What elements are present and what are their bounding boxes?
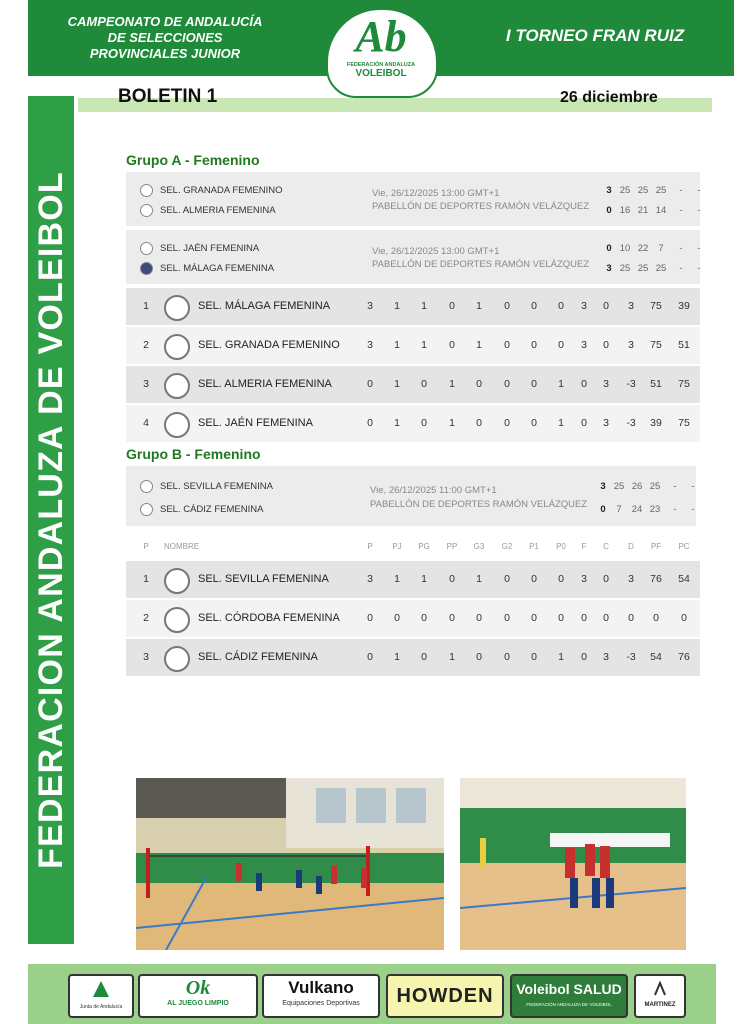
stat-cell: 1	[476, 572, 482, 585]
score-set: 10	[619, 243, 631, 254]
header-col: D	[628, 542, 634, 551]
tournament-title: I TORNEO FRAN RUIZ	[505, 26, 685, 45]
row-position: 4	[143, 416, 149, 429]
header-col: PG	[418, 542, 430, 551]
stat-cell: 0	[531, 572, 537, 585]
stat-cell: 3	[581, 338, 587, 351]
match-team-1: SEL. JAÉN FEMENINA	[160, 243, 260, 254]
stat-cell: -3	[626, 650, 636, 663]
stat-cell: 0	[653, 611, 659, 624]
stat-cell: 0	[603, 338, 609, 351]
score-set: -	[679, 185, 683, 196]
stat-cell: 1	[394, 299, 400, 312]
table-row[interactable]	[126, 561, 700, 598]
stat-cell: 0	[603, 611, 609, 624]
header-col: C	[603, 542, 609, 551]
team-crest-icon	[140, 480, 153, 493]
header-pos: P	[143, 542, 149, 551]
group-a-title: Grupo A - Femenino	[126, 152, 260, 168]
stat-cell: 3	[581, 299, 587, 312]
ok-sub: AL JUEGO LIMPIO	[167, 1000, 229, 1007]
score-sets: 0	[606, 243, 612, 254]
stat-cell: 51	[678, 338, 690, 351]
stat-cell: 75	[650, 338, 662, 351]
header-col: F	[581, 542, 587, 551]
martinez-text: MARTINEZ	[644, 1002, 676, 1008]
score-set: -	[697, 263, 701, 274]
header-col: G3	[473, 542, 485, 551]
score-set: 25	[637, 185, 649, 196]
score-set: 25	[619, 263, 631, 274]
vulkano-sub: Equipaciones Deportivas	[282, 1000, 360, 1007]
match-date: Vie, 26/12/2025 11:00 GMT+1	[370, 485, 497, 496]
vertical-federation-text: FEDERACION ANDALUZA DE VOLEIBOL	[32, 171, 70, 869]
stat-cell: 0	[449, 611, 455, 624]
logo-subtitle: FEDERACIÓN ANDALUZA	[346, 62, 416, 68]
stat-cell: 75	[678, 377, 690, 390]
table-row[interactable]	[126, 405, 700, 442]
score-set: 25	[637, 263, 649, 274]
team-name: SEL. JAÉN FEMENINA	[198, 416, 313, 429]
standings-header	[126, 536, 696, 558]
stat-cell: 0	[531, 611, 537, 624]
stat-cell: 0	[449, 299, 455, 312]
stat-cell: 3	[603, 377, 609, 390]
stat-cell: 0	[476, 416, 482, 429]
team-crest-icon	[140, 184, 153, 197]
stat-cell: 0	[558, 572, 564, 585]
row-position: 1	[143, 299, 149, 312]
stat-cell: 0	[531, 650, 537, 663]
stat-cell: 1	[449, 377, 455, 390]
match-photo-2	[460, 778, 686, 950]
row-position: 2	[143, 611, 149, 624]
stat-cell: 0	[421, 416, 427, 429]
vulkano-logo	[262, 974, 380, 1018]
score-set: -	[691, 481, 695, 492]
score-sets: 3	[606, 185, 612, 196]
score-set: 25	[649, 481, 661, 492]
team-crest-icon	[164, 334, 190, 360]
row-position: 2	[143, 338, 149, 351]
stat-cell: 0	[367, 377, 373, 390]
team-crest-icon	[164, 646, 190, 672]
stat-cell: 0	[504, 416, 510, 429]
ok-main: Ok	[185, 977, 211, 999]
ok-juego-limpio-logo	[138, 974, 258, 1018]
score-sets: 3	[600, 481, 606, 492]
team-name: SEL. SEVILLA FEMENINA	[198, 572, 329, 585]
stat-cell: 0	[531, 416, 537, 429]
score-set: 16	[619, 205, 631, 216]
table-row[interactable]	[126, 366, 700, 403]
score-set: 7	[616, 504, 622, 515]
stat-cell: 3	[367, 338, 373, 351]
score-set: -	[697, 243, 701, 254]
stat-cell: 1	[394, 650, 400, 663]
stat-cell: 0	[504, 572, 510, 585]
stat-cell: 0	[603, 572, 609, 585]
stat-cell: 0	[504, 299, 510, 312]
stat-cell: 1	[558, 650, 564, 663]
stat-cell: 0	[504, 650, 510, 663]
stat-cell: 76	[650, 572, 662, 585]
stat-cell: 0	[504, 611, 510, 624]
team-name: SEL. GRANADA FEMENINO	[198, 338, 340, 351]
match-card[interactable]	[126, 466, 696, 526]
stat-cell: 1	[421, 299, 427, 312]
stat-cell: -3	[626, 377, 636, 390]
stat-cell: 0	[476, 377, 482, 390]
junta-label: Junta de Andalucía	[79, 1004, 123, 1010]
stat-cell: 1	[394, 416, 400, 429]
stat-cell: 0	[421, 611, 427, 624]
stat-cell: 0	[421, 650, 427, 663]
match-team-1: SEL. GRANADA FEMENINO	[160, 185, 283, 196]
header-col: P	[367, 542, 373, 551]
stat-cell: 3	[603, 650, 609, 663]
stat-cell: 0	[581, 416, 587, 429]
stat-cell: 0	[558, 299, 564, 312]
score-set: -	[691, 504, 695, 515]
stat-cell: 0	[531, 299, 537, 312]
stat-cell: 39	[650, 416, 662, 429]
team-name: SEL. CÁDIZ FEMENINA	[198, 650, 318, 663]
score-set: -	[673, 481, 677, 492]
martinez-logo	[634, 974, 686, 1018]
team-crest-icon	[164, 607, 190, 633]
stat-cell: 0	[581, 611, 587, 624]
score-set: 21	[637, 205, 649, 216]
stat-cell: 0	[421, 377, 427, 390]
score-set: -	[697, 185, 701, 196]
stat-cell: 0	[628, 611, 634, 624]
score-set: -	[697, 205, 701, 216]
header-col: P1	[529, 542, 539, 551]
header-col: PC	[678, 542, 690, 551]
team-crest-icon	[140, 204, 153, 217]
team-crest-icon	[140, 242, 153, 255]
stat-cell: 1	[421, 338, 427, 351]
championship-line-3: PROVINCIALES JUNIOR	[89, 46, 241, 61]
score-sets: 3	[606, 263, 612, 274]
stat-cell: 3	[367, 572, 373, 585]
stat-cell: 0	[558, 611, 564, 624]
match-photo-1	[136, 778, 444, 950]
score-set: 22	[637, 243, 649, 254]
junta-andalucia-logo	[68, 974, 134, 1018]
stat-cell: 0	[449, 572, 455, 585]
group-b-title: Grupo B - Femenino	[126, 446, 261, 462]
logo-letters: Ab	[355, 12, 407, 61]
stat-cell: 0	[603, 299, 609, 312]
score-set: 25	[619, 185, 631, 196]
team-crest-icon	[140, 262, 153, 275]
stat-cell: 1	[394, 572, 400, 585]
table-row[interactable]	[126, 327, 700, 364]
stat-cell: 1	[421, 572, 427, 585]
header-col: P0	[556, 542, 566, 551]
match-team-2: SEL. CÁDIZ FEMENINA	[160, 504, 264, 515]
team-crest-icon	[164, 295, 190, 321]
header-name: NOMBRE	[164, 542, 200, 551]
stat-cell: 1	[476, 338, 482, 351]
match-venue: PABELLÓN DE DEPORTES RAMÓN VELÁZQUEZ	[372, 259, 590, 270]
table-row[interactable]	[126, 288, 700, 325]
match-card[interactable]	[126, 230, 700, 284]
team-crest-icon	[140, 503, 153, 516]
stat-cell: 0	[476, 611, 482, 624]
match-team-2: SEL. MÁLAGA FEMENINA	[160, 263, 275, 274]
stat-cell: 0	[504, 338, 510, 351]
vsalud-sub: FEDERACIÓN ANDALUZA DE VOLEIBOL	[526, 1002, 612, 1007]
table-row[interactable]	[126, 639, 700, 676]
stat-cell: 3	[603, 416, 609, 429]
row-position: 1	[143, 572, 149, 585]
match-date: Vie, 26/12/2025 13:00 GMT+1	[372, 246, 500, 257]
match-team-2: SEL. ALMERIA FEMENINA	[160, 205, 276, 216]
stat-cell: 3	[628, 572, 634, 585]
header-col: PJ	[392, 542, 402, 551]
championship-line-2: DE SELECCIONES	[107, 30, 223, 45]
stat-cell: 0	[581, 650, 587, 663]
score-set: 25	[655, 263, 667, 274]
score-set: 24	[631, 504, 643, 515]
stat-cell: 54	[650, 650, 662, 663]
vulkano-main: Vulkano	[288, 978, 354, 997]
stat-cell: 0	[558, 338, 564, 351]
stat-cell: 0	[367, 416, 373, 429]
score-set: 25	[613, 481, 625, 492]
logo-name: VOLEIBOL	[355, 68, 407, 79]
stat-cell: 1	[394, 338, 400, 351]
score-set: -	[679, 263, 683, 274]
stat-cell: 3	[581, 572, 587, 585]
stat-cell: 3	[367, 299, 373, 312]
stat-cell: 75	[678, 416, 690, 429]
bulletin-date: 26 diciembre	[560, 89, 658, 106]
stat-cell: 0	[394, 611, 400, 624]
championship-title	[40, 14, 290, 62]
team-name: SEL. CÓRDOBA FEMENINA	[198, 611, 340, 624]
score-set: -	[679, 205, 683, 216]
stat-cell: 75	[650, 299, 662, 312]
stat-cell: 0	[581, 377, 587, 390]
howden-logo	[386, 974, 504, 1018]
score-set: 25	[655, 185, 667, 196]
match-team-1: SEL. SEVILLA FEMENINA	[160, 481, 273, 492]
team-name: SEL. MÁLAGA FEMENINA	[198, 299, 331, 312]
stat-cell: 51	[650, 377, 662, 390]
stat-cell: 1	[449, 416, 455, 429]
stat-cell: 1	[558, 416, 564, 429]
stat-cell: -3	[626, 416, 636, 429]
stat-cell: 0	[449, 338, 455, 351]
score-set: 26	[631, 481, 643, 492]
stat-cell: 76	[678, 650, 690, 663]
team-crest-icon	[164, 568, 190, 594]
match-card[interactable]	[126, 172, 700, 226]
stat-cell: 0	[476, 650, 482, 663]
stat-cell: 1	[558, 377, 564, 390]
match-venue: PABELLÓN DE DEPORTES RAMÓN VELÁZQUEZ	[370, 499, 588, 510]
stat-cell: 3	[628, 338, 634, 351]
score-set: 23	[649, 504, 661, 515]
stat-cell: 1	[449, 650, 455, 663]
header-col: PP	[446, 542, 458, 551]
score-set: 7	[658, 243, 664, 254]
team-crest-icon	[164, 373, 190, 399]
header-col: G2	[501, 542, 513, 551]
header-col: PF	[650, 542, 662, 551]
score-sets: 0	[600, 504, 606, 515]
score-set: -	[679, 243, 683, 254]
stat-cell: 0	[504, 377, 510, 390]
score-set: -	[673, 504, 677, 515]
row-position: 3	[143, 650, 149, 663]
bulletin-title: BOLETIN 1	[118, 86, 218, 107]
row-position: 3	[143, 377, 149, 390]
stat-cell: 1	[394, 377, 400, 390]
stat-cell: 0	[681, 611, 687, 624]
championship-line-1: CAMPEONATO DE ANDALUCÍA	[67, 14, 263, 29]
stat-cell: 39	[678, 299, 690, 312]
stat-cell: 54	[678, 572, 690, 585]
match-date: Vie, 26/12/2025 13:00 GMT+1	[372, 188, 500, 199]
match-venue: PABELLÓN DE DEPORTES RAMÓN VELÁZQUEZ	[372, 201, 590, 212]
stat-cell: 0	[367, 650, 373, 663]
stat-cell: 0	[531, 338, 537, 351]
stat-cell: 1	[476, 299, 482, 312]
score-sets: 0	[606, 205, 612, 216]
team-crest-icon	[164, 412, 190, 438]
team-name: SEL. ALMERIA FEMENINA	[198, 377, 332, 390]
vsalud-main: Voleibol SALUD	[516, 981, 622, 997]
table-row[interactable]	[126, 600, 700, 637]
howden-text: HOWDEN	[396, 985, 494, 1007]
stat-cell: 0	[531, 377, 537, 390]
score-set: 14	[655, 205, 667, 216]
stat-cell: 3	[628, 299, 634, 312]
stat-cell: 0	[367, 611, 373, 624]
voleibol-salud-logo	[510, 974, 628, 1018]
